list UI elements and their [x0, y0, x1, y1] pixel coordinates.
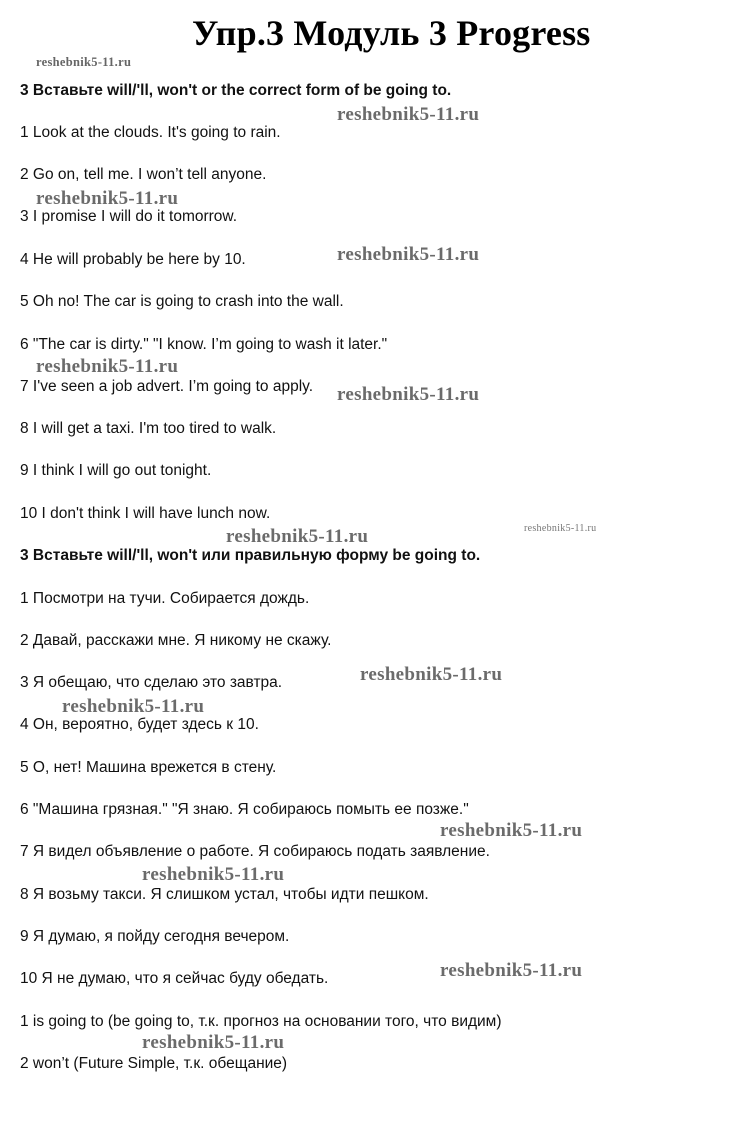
english-item-2: 2 Go on, tell me. I won’t tell anyone.	[20, 166, 267, 183]
english-item-4: 4 He will probably be here by 10.	[20, 251, 246, 268]
russian-item-3: 3 Я обещаю, что сделаю это завтра.	[20, 674, 283, 691]
english-heading: 3 Вставьте will/'ll, won't or the correct form of be going to.	[20, 82, 452, 99]
watermark: reshebnik5-11.ru	[142, 1032, 285, 1053]
watermark: reshebnik5-11.ru	[337, 244, 480, 265]
russian-item-9: 9 Я думаю, я пойду сегодня вечером.	[20, 928, 290, 945]
watermark: reshebnik5-11.ru	[440, 960, 583, 981]
russian-item-8: 8 Я возьму такси. Я слишком устал, чтобы идти пешком.	[20, 886, 429, 903]
russian-item-2: 2 Давай, расскажи мне. Я никому не скажу.	[20, 632, 332, 649]
explanation-2: 2 won’t (Future Simple, т.к. обещание)	[20, 1055, 288, 1072]
english-item-1: 1 Look at the clouds. It's going to rain.	[20, 124, 281, 141]
english-item-6: 6 "The car is dirty." "I know. I’m going to wash it later."	[20, 336, 388, 353]
page-title: Упр.3 Модуль 3 Progress	[192, 13, 591, 53]
english-item-7: 7 I've seen a job advert. I’m going to apply.	[20, 378, 314, 395]
english-item-8: 8 I will get a taxi. I'm too tired to walk.	[20, 420, 277, 437]
watermark: reshebnik5-11.ru	[62, 696, 205, 717]
russian-item-6: 6 "Машина грязная." "Я знаю. Я собираюсь помыть ее позже."	[20, 801, 469, 818]
watermark: reshebnik5-11.ru	[36, 188, 179, 209]
russian-item-7: 7 Я видел объявление о работе. Я собираюсь подать заявление.	[20, 843, 490, 860]
russian-item-5: 5 О, нет! Машина врежется в стену.	[20, 759, 277, 776]
watermark: reshebnik5-11.ru	[226, 526, 369, 547]
watermark: reshebnik5-11.ru	[36, 55, 132, 69]
english-item-3: 3 I promise I will do it tomorrow.	[20, 208, 238, 225]
watermark: reshebnik5-11.ru	[440, 820, 583, 841]
english-item-10: 10 I don't think I will have lunch now.	[20, 505, 271, 522]
english-item-9: 9 I think I will go out tonight.	[20, 462, 212, 479]
russian-item-1: 1 Посмотри на тучи. Собирается дождь.	[20, 590, 310, 607]
watermark: reshebnik5-11.ru	[36, 356, 179, 377]
english-item-5: 5 Oh no! The car is going to crash into the wall.	[20, 293, 344, 310]
explanation-1: 1 is going to (be going to, т.к. прогноз на основании того, что видим)	[20, 1013, 502, 1030]
russian-heading: 3 Вставьте will/'ll, won't или правильную форму be going to.	[20, 547, 481, 564]
watermark: reshebnik5-11.ru	[337, 104, 480, 125]
russian-item-4: 4 Он, вероятно, будет здесь к 10.	[20, 716, 259, 733]
watermark: reshebnik5-11.ru	[360, 664, 503, 685]
watermark: reshebnik5-11.ru	[142, 864, 285, 885]
watermark: reshebnik5-11.ru	[337, 384, 480, 405]
watermark: reshebnik5-11.ru	[524, 523, 597, 534]
russian-item-10: 10 Я не думаю, что я сейчас буду обедать.	[20, 970, 329, 987]
